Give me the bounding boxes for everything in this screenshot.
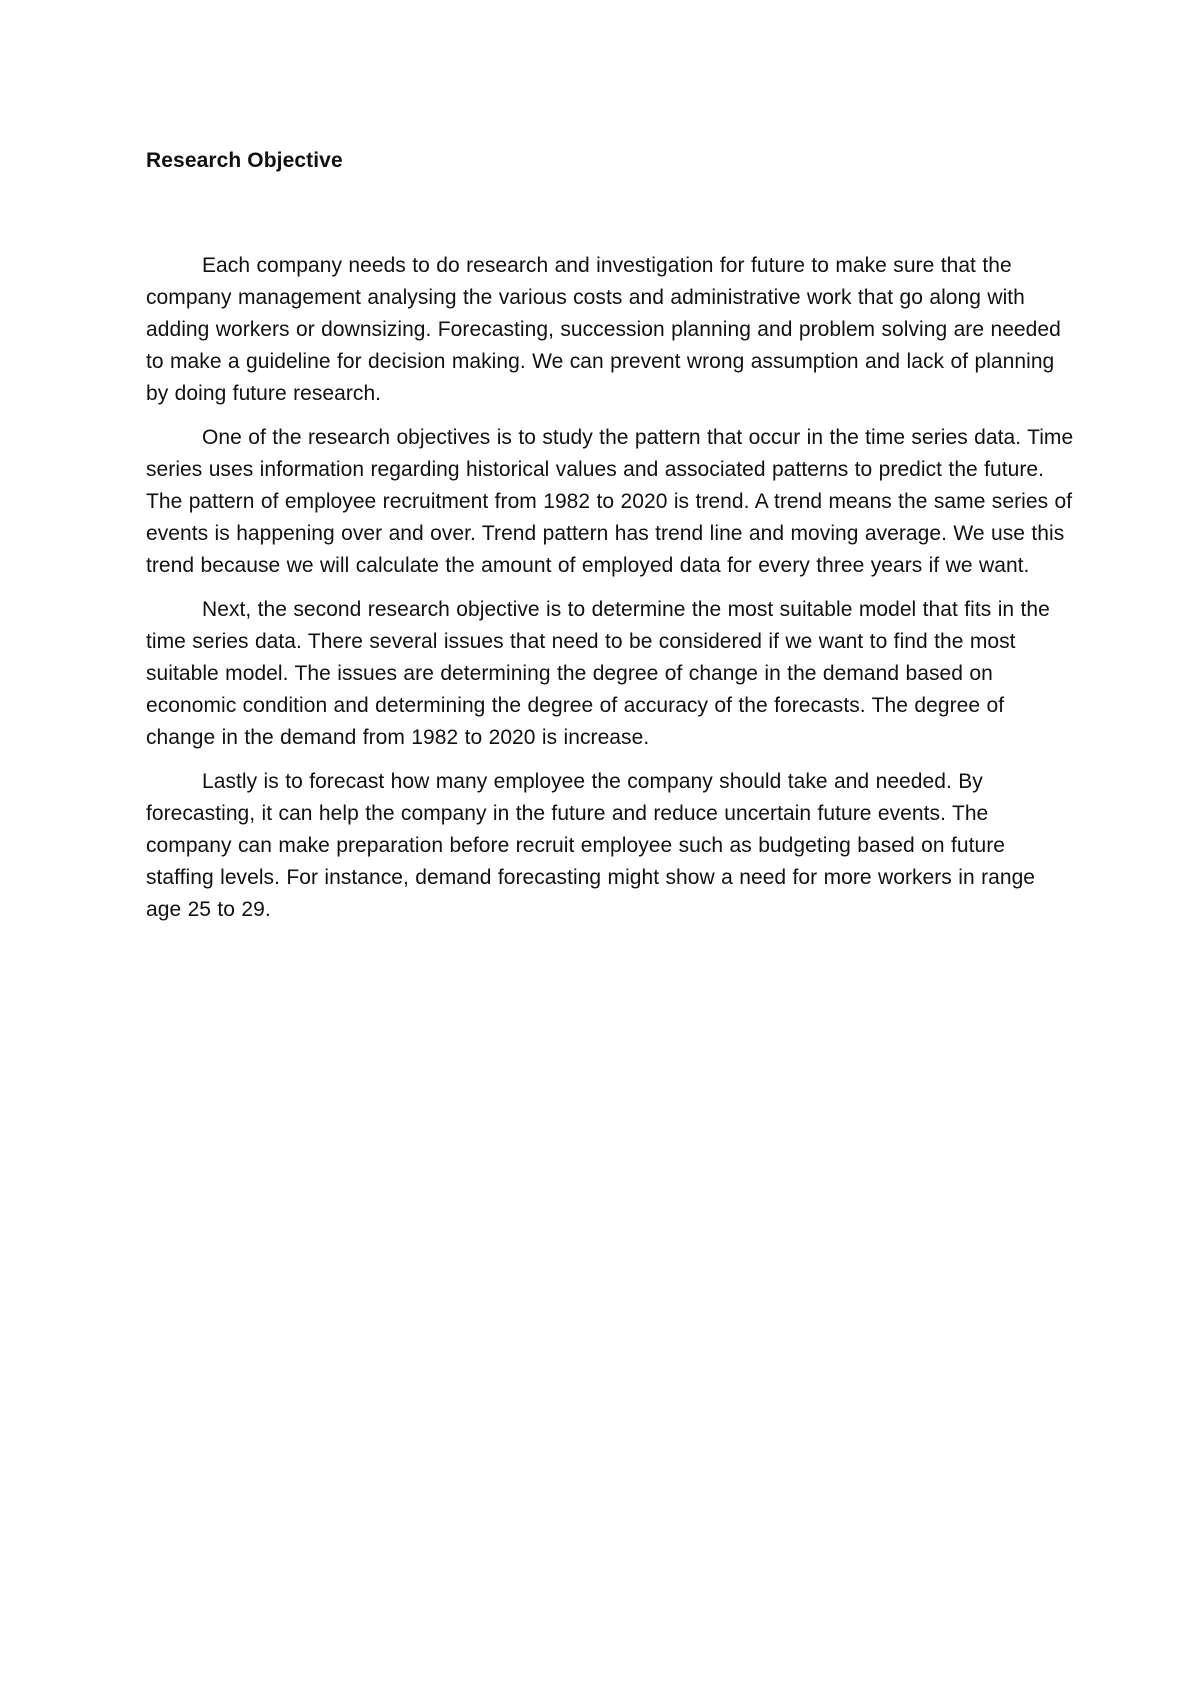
document-body bbox=[146, 250, 1074, 926]
paragraph-3: Next, the second research objective is to determine the most suitable model that fits in the time series data. There several issues that need to be considered if we want to find the most suitable model. The issues are determining the degree of change in the demand based on economic condition and determining the degree of accuracy of the forecasts. The degree of change in the demand from 1982 to 2020 is increase. bbox=[146, 598, 1050, 749]
document-content bbox=[146, 146, 1074, 938]
paragraph-4: Lastly is to forecast how many employee the company should take and needed. By forecasting, it can help the company in the future and reduce uncertain future events. The company can make preparation before recruit employee such as budgeting based on future staffing levels. For instance, demand forecasting might show a need for more workers in range age 25 to 29. bbox=[146, 770, 1036, 921]
paragraph-2: One of the research objectives is to study the pattern that occur in the time series data. Time series uses information regarding historical values and associated patterns to predict the future. The pattern of employee recruitment from 1982 to 2020 is trend. A trend means the same series of events is happening over and over. Trend pattern has trend line and moving average. We use this trend because we will calculate the amount of employed data for every three years if we want. bbox=[146, 426, 1074, 577]
paragraph-1: Each company needs to do research and investigation for future to make sure that the company management analysing the various costs and administrative work that go along with adding workers or downsizing. Forecasting, succession planning and problem solving are needed to make a guideline for decision making. We can prevent wrong assumption and lack of planning by doing future research. bbox=[146, 254, 1061, 405]
section-heading: Research Objective bbox=[146, 149, 343, 172]
